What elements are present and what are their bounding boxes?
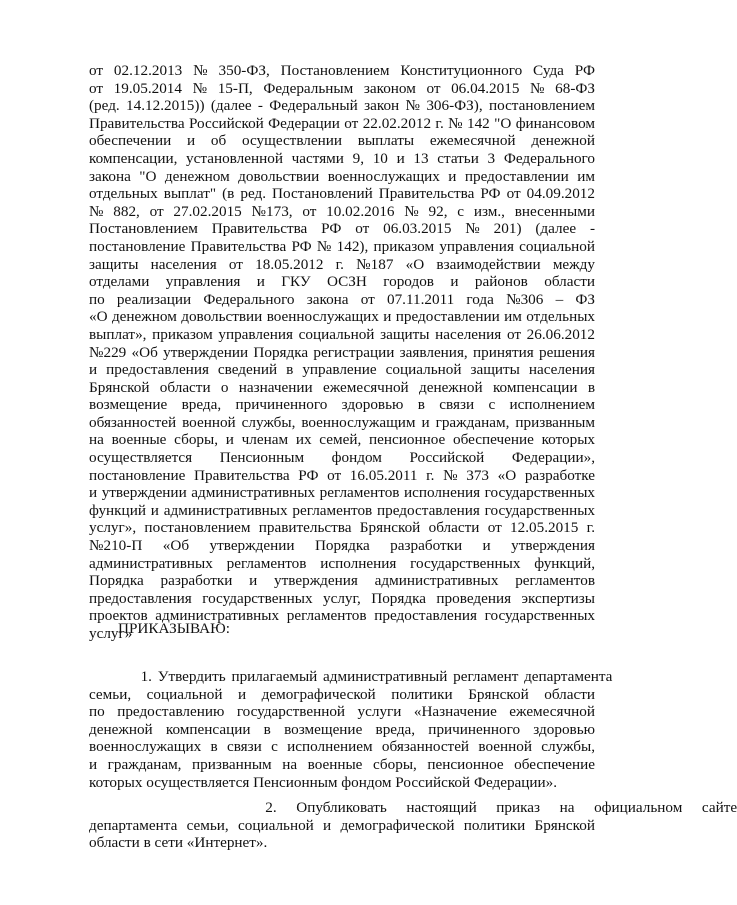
text-line: Брянской области о назначении ежемесячной денежной компенсации в (89, 378, 595, 396)
text-line: и предоставления сведений в управление социальной защиты населения (89, 361, 595, 379)
text-line: обеспечении и об осуществлении выплаты ежемесячной денежной (89, 132, 595, 150)
text-line: № 882, от 27.02.2015 №173, от 10.02.2016 № 92, с изм., внесенными (89, 202, 595, 220)
text-line: защиты населения от 18.05.2012 г. №187 «О взаимодействии между (89, 255, 595, 273)
text-line: услуг», постановлением правительства Брянской области от 12.05.2015 г. (89, 519, 595, 537)
text-line: по реализации Федерального закона от 07.11.2011 года №306 – ФЗ (89, 290, 595, 308)
text-line: услуг» (89, 625, 133, 642)
text-line: постановление Правительства РФ от 16.05.2011 г. № 373 «О разработке (89, 466, 595, 484)
text-line: военнослужащих в связи с исполнением обязанностей военной службы, (89, 738, 595, 756)
text-line: департамента семьи, социальной и демографической политики Брянской (89, 816, 595, 834)
text-line: которых осуществляется Пенсионным фондом Российской Федерации». (89, 773, 558, 791)
text-line: 2. Опубликовать настоящий приказ на официальном сайте (89, 799, 737, 816)
text-line: №210-П «Об утверждении Порядка разработки и утверждения (89, 537, 595, 555)
text-line: от 02.12.2013 № 350-ФЗ, Постановлением Конституционного Суда РФ (89, 62, 595, 79)
text-line: отдельных выплат" (в ред. Постановлений Правительства РФ от 04.09.2012 (89, 185, 595, 203)
text-line: семьи, социальной и демографической политики Брянской области (89, 685, 595, 703)
text-line: (ред. 14.12.2015)) (далее - Федеральный закон № 306-ФЗ), постановлением (89, 97, 595, 115)
text-line: 1. Утвердить прилагаемый административный регламент департамента (89, 668, 613, 685)
text-line: Правительства Российской Федерации от 22.02.2012 г. № 142 "О финансовом (89, 114, 595, 132)
order-item-1 (89, 668, 613, 791)
text-line: административных регламентов исполнения государственных функций, (89, 554, 595, 572)
text-line: осуществляется Пенсионным фондом Российской Федерации», (89, 449, 595, 467)
text-line: и гражданам, призванным на военные сборы, пенсионное обеспечение (89, 755, 595, 773)
text-line: денежной компенсации в возмещение вреда, причиненного здоровью (89, 720, 595, 738)
text-line: постановление Правительства РФ № 142), приказом управления социальной (89, 237, 595, 255)
text-line: функций и административных регламентов предоставления государственных (89, 501, 595, 519)
text-line: и утверждении административных регламентов исполнения государственных (89, 484, 595, 502)
text-line: от 19.05.2014 № 15-П, Федеральным законом от 06.04.2015 № 68-ФЗ (89, 79, 595, 97)
text-line: компенсации, установленной частями 9, 10 и 13 статьи 3 Федерального (89, 149, 595, 167)
text-line: по предоставлению государственной услуги «Назначение ежемесячной (89, 703, 595, 721)
text-line: Постановлением Правительства РФ от 06.03.2015 № 201) (далее - (89, 220, 595, 238)
text-line: обязанностей военной службы, военнослужащим и гражданам, призванным (89, 413, 595, 431)
intro-paragraph (89, 62, 595, 643)
text-line: области в сети «Интернет». (89, 834, 268, 852)
text-line: закона "О денежном довольствии военнослужащих и предоставлении им (89, 167, 595, 185)
order-heading: ПРИКАЗЫВАЮ: (118, 620, 230, 637)
text-line: Порядка разработки и утверждения административных регламентов (89, 572, 595, 590)
text-line: проектов административных регламентов предоставления государственных (89, 607, 595, 625)
order-item-2 (89, 799, 737, 852)
text-line: предоставления государственных услуг, Порядка проведения экспертизы (89, 589, 595, 607)
text-line: выплат», приказом управления социальной защиты населения от 26.06.2012 (89, 325, 595, 343)
text-line: отделами управления и ГКУ ОСЗН городов и районов области (89, 273, 595, 291)
text-line: возмещение вреда, причиненного здоровью в связи с исполнением (89, 396, 595, 414)
text-line: «О денежном довольствии военнослужащих и предоставлении им отдельных (89, 308, 595, 326)
text-line: №229 «Об утверждении Порядка регистрации заявления, принятия решения (89, 343, 595, 361)
text-line: на военные сборы, и членам их семей, пенсионное обеспечение которых (89, 431, 595, 449)
